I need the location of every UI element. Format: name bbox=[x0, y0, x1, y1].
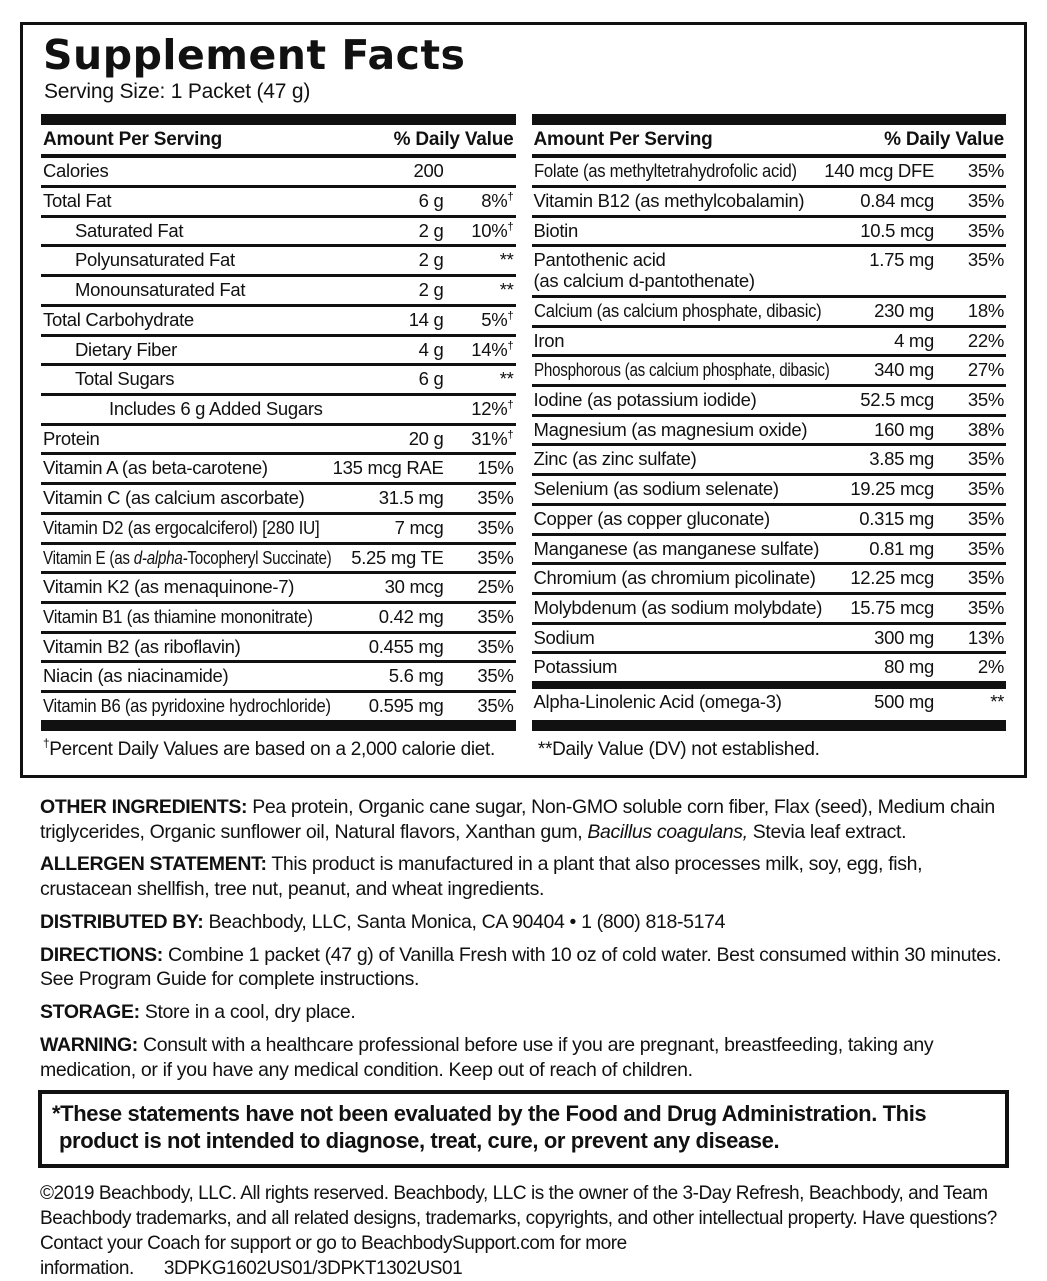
nutrient-name bbox=[534, 331, 889, 352]
nutrient-name-text: Manganese (as manganese sulfate) bbox=[533, 537, 820, 559]
nutrient-name-text: Niacin (as niacinamide) bbox=[43, 665, 229, 687]
nutrient-amount: 31.5 mg bbox=[378, 487, 444, 509]
nutrient-row bbox=[41, 363, 516, 393]
nutrient-row bbox=[532, 622, 1007, 652]
other-ingredients-italic: Bacillus coagulans, bbox=[587, 820, 748, 843]
nutrient-name-text: Iodine (as potassium iodide) bbox=[533, 389, 757, 411]
nutrient-row bbox=[41, 304, 516, 334]
nutrient-row bbox=[532, 158, 1007, 185]
allergen-label: ALLERGEN STATEMENT: bbox=[40, 853, 267, 876]
facts-column-right bbox=[532, 114, 1007, 731]
nutrient-row bbox=[532, 503, 1007, 533]
nutrient-name-text: Biotin bbox=[533, 219, 578, 241]
nutrient-daily-value: 13% bbox=[967, 626, 1004, 648]
nutrient-daily-value: 25% bbox=[477, 576, 514, 598]
nutrient-daily-value: 5%† bbox=[481, 308, 514, 330]
nutrient-name-text: Vitamin B6 (as pyridoxine hydrochloride) bbox=[43, 695, 331, 717]
nutrient-row bbox=[41, 631, 516, 661]
nutrient-name bbox=[43, 280, 413, 301]
nutrient-name-text: Sodium bbox=[533, 626, 595, 648]
nutrient-name bbox=[43, 340, 413, 361]
nutrient-daily-value: 10%† bbox=[471, 219, 514, 241]
nutrient-daily-value: 35% bbox=[967, 219, 1004, 241]
nutrient-amount: 0.595 mg bbox=[368, 695, 444, 717]
nutrient-name bbox=[43, 666, 383, 687]
nutrient-name-text: Potassium bbox=[533, 656, 618, 678]
nutrient-row bbox=[532, 651, 1007, 681]
copyright-body: ©2019 Beachbody, LLC. All rights reserved. Beachbody, LLC is the owner of the 3-Day Refresh, Beachbody, and Team Beachbody trademarks, and all related designs, trademarks, copyrights, and other intellectual property. Have questions? Contact your Coach for support or go to BeachbodySupport.com for more information. bbox=[40, 1183, 997, 1280]
nutrient-name bbox=[534, 479, 845, 500]
product-info-section bbox=[20, 778, 1027, 1083]
nutrient-amount: 140 mcg DFE bbox=[824, 160, 934, 182]
nutrient-amount: 0.455 mg bbox=[368, 635, 444, 657]
directions bbox=[40, 943, 1007, 993]
nutrient-amount: 80 mg bbox=[884, 656, 934, 678]
nutrient-name bbox=[43, 607, 373, 628]
nutrient-name-text: Total Sugars bbox=[75, 368, 175, 390]
nutrient-amount: 230 mg bbox=[874, 299, 934, 321]
fda-disclaimer-text: *These statements have not been evaluated by the Food and Drug Administration. This product is not intended to diagnose, treat, cure, or prevent any disease. bbox=[52, 1101, 927, 1154]
other-ingredients-text: Pea protein, Organic cane sugar, Non-GMO soluble corn fiber, Flax (seed), Medium chain triglycerides, Organic sunflower oil, Natural flavors, Xanthan gum, bbox=[40, 795, 995, 843]
nutrient-amount: 0.81 mg bbox=[869, 537, 934, 559]
divider-bar-bottom-left bbox=[41, 720, 516, 731]
nutrient-name-line2: (as calcium d-pantothenate) bbox=[533, 270, 755, 292]
column-header-right bbox=[532, 125, 1007, 158]
nutrient-amount: 0.84 mcg bbox=[860, 189, 934, 211]
nutrient-row bbox=[532, 384, 1007, 414]
nutrient-daily-value: 38% bbox=[967, 418, 1004, 440]
nutrient-rows-right bbox=[532, 158, 1007, 720]
footnote-daily-value-text: Percent Daily Values are based on a 2,000 calorie diet. bbox=[49, 738, 496, 760]
nutrient-amount: 14 g bbox=[408, 308, 444, 330]
nutrient-name bbox=[534, 568, 845, 589]
nutrient-name-text: Phosphorous (as calcium phosphate, dibasic) bbox=[533, 359, 830, 381]
nutrient-name bbox=[43, 191, 413, 212]
nutrient-row bbox=[41, 158, 516, 185]
nutrient-row bbox=[41, 571, 516, 601]
nutrient-amount: 19.25 mcg bbox=[850, 478, 934, 500]
nutrient-daily-value: 35% bbox=[967, 507, 1004, 529]
directions-text: Combine 1 packet (47 g) of Vanilla Fresh with 10 oz of cold water. Best consumed within 30 minutes. See Program Guide for complete instructions. bbox=[40, 943, 1002, 991]
nutrient-amount: 160 mg bbox=[874, 418, 934, 440]
nutrient-row bbox=[532, 681, 1007, 716]
nutrient-name bbox=[534, 628, 869, 649]
nutrient-daily-value: 2% bbox=[977, 656, 1004, 678]
other-ingredients bbox=[40, 795, 1007, 845]
warning-text: Consult with a healthcare professional before use if you are pregnant, breastfeeding, taking any medication, or if you have any medical condition. Keep out of reach of children. bbox=[40, 1033, 934, 1081]
nutrient-name-text: Iron bbox=[533, 329, 565, 351]
nutrient-name-text: Protein bbox=[43, 427, 100, 449]
nutrient-row bbox=[41, 334, 516, 364]
nutrient-name bbox=[43, 488, 373, 509]
nutrient-name-text: Polyunsaturated Fat bbox=[75, 249, 235, 271]
nutrient-name-text: Vitamin B12 (as methylcobalamin) bbox=[533, 189, 805, 211]
distributed-label: DISTRIBUTED BY: bbox=[40, 910, 204, 933]
nutrient-name bbox=[43, 518, 389, 539]
other-ingredients-text-end: Stevia leaf extract. bbox=[747, 820, 907, 843]
nutrient-row bbox=[532, 414, 1007, 444]
nutrient-row bbox=[41, 393, 516, 423]
divider-bar-top-right bbox=[532, 114, 1007, 125]
nutrient-name bbox=[43, 221, 413, 242]
nutrient-amount: 12.25 mcg bbox=[850, 567, 934, 589]
nutrient-amount: 0.315 mg bbox=[859, 507, 934, 529]
nutrient-daily-value: ** bbox=[990, 691, 1004, 713]
footnotes bbox=[41, 731, 1006, 765]
nutrient-amount: 6 g bbox=[418, 368, 444, 390]
nutrient-name-text: Molybdenum (as sodium molybdate) bbox=[533, 597, 823, 619]
fda-disclaimer-box bbox=[38, 1090, 1009, 1168]
nutrient-daily-value: 35% bbox=[967, 189, 1004, 211]
nutrient-daily-value: 35% bbox=[967, 389, 1004, 411]
nutrient-daily-value: 35% bbox=[967, 249, 1004, 271]
nutrient-rows-left bbox=[41, 158, 516, 720]
facts-column-left bbox=[41, 114, 516, 731]
nutrient-name-text: Total Fat bbox=[43, 189, 112, 211]
nutrient-daily-value: 22% bbox=[967, 329, 1004, 351]
nutrient-row bbox=[532, 592, 1007, 622]
warning bbox=[40, 1033, 1007, 1083]
nutrient-daily-value: 14%† bbox=[471, 338, 514, 360]
copyright-text bbox=[40, 1181, 1007, 1281]
nutrient-name-text: Magnesium (as magnesium oxide) bbox=[533, 418, 808, 440]
nutrient-daily-value: 35% bbox=[477, 546, 514, 568]
nutrient-row bbox=[532, 185, 1007, 215]
nutrient-daily-value: ** bbox=[499, 249, 514, 271]
sku-code: 3DPKG1602US01/3DPKT1302US01 bbox=[163, 1258, 463, 1280]
nutrient-daily-value: 8%† bbox=[481, 189, 514, 211]
other-ingredients-label: OTHER INGREDIENTS: bbox=[40, 795, 248, 818]
nutrient-row bbox=[41, 542, 516, 572]
nutrient-amount: 6 g bbox=[418, 189, 444, 211]
nutrient-daily-value: 35% bbox=[967, 567, 1004, 589]
nutrient-row bbox=[41, 244, 516, 274]
nutrient-amount: 7 mcg bbox=[394, 516, 444, 538]
nutrient-amount: 30 mcg bbox=[384, 576, 444, 598]
nutrient-name bbox=[534, 598, 845, 619]
warning-label: WARNING: bbox=[40, 1033, 138, 1056]
divider-bar-bottom-right bbox=[532, 720, 1007, 731]
nutrient-row bbox=[41, 215, 516, 245]
nutrient-name bbox=[43, 250, 413, 271]
nutrient-row bbox=[41, 512, 516, 542]
directions-label: DIRECTIONS: bbox=[40, 943, 163, 966]
nutrient-amount: 3.85 mg bbox=[869, 448, 934, 470]
dagger-symbol: † bbox=[43, 737, 50, 751]
nutrient-name-text: Calcium (as calcium phosphate, dibasic) bbox=[533, 299, 821, 321]
nutrient-name-text: Calories bbox=[43, 160, 109, 182]
nutrient-amount: 4 g bbox=[418, 338, 444, 360]
nutrient-row bbox=[532, 473, 1007, 503]
nutrient-row bbox=[532, 325, 1007, 355]
nutrient-name-text: Total Carbohydrate bbox=[43, 308, 194, 330]
nutrient-row bbox=[41, 601, 516, 631]
nutrient-name-text: Copper (as copper gluconate) bbox=[533, 507, 770, 529]
nutrient-name-text: Vitamin D2 (as ergocalciferol) [280 IU] bbox=[43, 516, 320, 538]
nutrient-daily-value: 31%† bbox=[471, 427, 514, 449]
nutrient-name bbox=[534, 161, 819, 182]
nutrient-amount: 15.75 mcg bbox=[850, 597, 934, 619]
nutrient-row bbox=[41, 660, 516, 690]
nutrient-row bbox=[41, 185, 516, 215]
nutrient-row bbox=[532, 533, 1007, 563]
nutrient-row bbox=[532, 244, 1007, 294]
nutrient-row bbox=[532, 443, 1007, 473]
nutrient-name-text: Includes 6 g Added Sugars bbox=[109, 398, 323, 420]
nutrient-name bbox=[43, 577, 379, 598]
column-header-left bbox=[41, 125, 516, 158]
nutrient-name bbox=[43, 369, 413, 390]
nutrient-daily-value: 35% bbox=[967, 160, 1004, 182]
nutrient-daily-value: 35% bbox=[967, 448, 1004, 470]
nutrient-name-text: Pantothenic acid bbox=[533, 249, 666, 271]
supplement-facts-panel bbox=[20, 22, 1027, 778]
nutrient-name bbox=[534, 657, 879, 678]
nutrient-name bbox=[534, 191, 855, 212]
nutrient-amount: 340 mg bbox=[874, 359, 934, 381]
nutrient-row bbox=[41, 482, 516, 512]
nutrient-amount: 1.75 mg bbox=[869, 249, 934, 271]
nutrient-amount: 20 g bbox=[408, 427, 444, 449]
nutrient-name bbox=[43, 548, 345, 569]
nutrient-name bbox=[534, 360, 869, 381]
nutrient-amount: 2 g bbox=[418, 219, 444, 241]
copyright-block bbox=[20, 1168, 1027, 1281]
serving-size: Serving Size: 1 Packet (47 g) bbox=[44, 80, 311, 104]
nutrient-daily-value: 35% bbox=[477, 695, 514, 717]
nutrient-name bbox=[43, 637, 363, 658]
nutrient-amount: 135 mcg RAE bbox=[332, 457, 444, 479]
nutrient-row bbox=[41, 690, 516, 720]
nutrient-daily-value: ** bbox=[499, 368, 514, 390]
nutrient-row bbox=[41, 423, 516, 453]
nutrient-name bbox=[43, 161, 408, 182]
nutrient-name-text: Vitamin E (as d-alpha-Tocopheryl Succinate) bbox=[43, 546, 332, 568]
nutrient-name-text: Vitamin A (as beta-carotene) bbox=[43, 457, 268, 479]
nutrient-daily-value: 35% bbox=[967, 478, 1004, 500]
nutrient-name bbox=[534, 221, 855, 242]
nutrient-amount: 2 g bbox=[418, 279, 444, 301]
allergen-statement bbox=[40, 852, 1007, 902]
nutrient-row bbox=[532, 215, 1007, 245]
storage bbox=[40, 1000, 1007, 1025]
nutrient-daily-value: 35% bbox=[967, 597, 1004, 619]
nutrient-name-text: Vitamin B1 (as thiamine mononitrate) bbox=[43, 606, 313, 628]
nutrient-name bbox=[43, 310, 403, 331]
distributed-by bbox=[40, 910, 1007, 935]
nutrient-name bbox=[534, 390, 855, 411]
nutrient-name bbox=[534, 692, 869, 713]
nutrient-row bbox=[532, 354, 1007, 384]
facts-columns bbox=[41, 114, 1006, 731]
nutrient-name-text: Vitamin B2 (as riboflavin) bbox=[43, 635, 241, 657]
distributed-text: Beachbody, LLC, Santa Monica, CA 90404 • 1 (800) 818-5174 bbox=[203, 910, 726, 933]
nutrient-daily-value: 27% bbox=[967, 359, 1004, 381]
nutrient-name bbox=[534, 301, 869, 322]
nutrient-daily-value: 35% bbox=[477, 487, 514, 509]
nutrient-amount: 5.25 mg TE bbox=[351, 546, 444, 568]
nutrient-name-text: Monounsaturated Fat bbox=[75, 279, 246, 301]
nutrient-name-text: Alpha-Linolenic Acid (omega-3) bbox=[533, 691, 782, 713]
nutrient-name bbox=[534, 420, 869, 441]
allergen-text: This product is manufactured in a plant that also processes milk, soy, egg, fish, crustacean shellfish, tree nut, peanut, and wheat ingredients. bbox=[40, 853, 923, 901]
nutrient-name bbox=[534, 250, 864, 291]
nutrient-amount: 10.5 mcg bbox=[860, 219, 934, 241]
nutrient-amount: 0.42 mg bbox=[378, 606, 444, 628]
nutrient-amount: 200 bbox=[413, 160, 444, 182]
nutrient-name-text: Selenium (as sodium selenate) bbox=[533, 478, 779, 500]
nutrient-amount: 500 mg bbox=[874, 691, 934, 713]
nutrient-amount: 5.6 mg bbox=[388, 665, 444, 687]
nutrient-daily-value: ** bbox=[499, 279, 514, 301]
nutrient-daily-value: 35% bbox=[477, 516, 514, 538]
nutrient-name-text: Folate (as methyltetrahydrofolic acid) bbox=[533, 160, 797, 182]
nutrient-daily-value: 35% bbox=[477, 665, 514, 687]
nutrient-row bbox=[41, 274, 516, 304]
nutrient-name-text: Chromium (as chromium picolinate) bbox=[533, 567, 816, 589]
amount-per-serving-header: Amount Per Serving bbox=[43, 129, 223, 151]
page-title: Supplement Facts bbox=[43, 31, 466, 79]
nutrient-daily-value: 35% bbox=[477, 606, 514, 628]
nutrient-row bbox=[532, 562, 1007, 592]
footnote-not-established: **Daily Value (DV) not established. bbox=[537, 738, 820, 760]
nutrient-amount: 2 g bbox=[418, 249, 444, 271]
nutrient-name bbox=[534, 539, 864, 560]
footnote-daily-value bbox=[43, 739, 538, 761]
storage-label: STORAGE: bbox=[40, 1001, 140, 1024]
nutrient-name-text: Zinc (as zinc sulfate) bbox=[533, 448, 697, 470]
nutrient-amount: 300 mg bbox=[874, 626, 934, 648]
nutrient-daily-value: 12%† bbox=[471, 398, 514, 420]
nutrient-row bbox=[532, 295, 1007, 325]
nutrient-row bbox=[41, 452, 516, 482]
nutrient-name-text: Vitamin K2 (as menaquinone-7) bbox=[43, 576, 295, 598]
nutrient-amount: 52.5 mcg bbox=[860, 389, 934, 411]
storage-text: Store in a cool, dry place. bbox=[139, 1001, 356, 1024]
nutrient-name-text: Vitamin C (as calcium ascorbate) bbox=[43, 487, 305, 509]
nutrient-name bbox=[534, 509, 854, 530]
divider-bar-top-left bbox=[41, 114, 516, 125]
nutrient-name-text: Dietary Fiber bbox=[75, 338, 177, 360]
nutrient-name bbox=[534, 449, 864, 470]
nutrient-name bbox=[43, 399, 438, 420]
nutrient-name bbox=[43, 696, 363, 717]
nutrient-amount: 4 mg bbox=[894, 329, 934, 351]
nutrient-name bbox=[43, 458, 327, 479]
nutrient-daily-value: 18% bbox=[967, 299, 1004, 321]
daily-value-header: % Daily Value bbox=[884, 129, 1004, 151]
nutrient-daily-value: 35% bbox=[477, 635, 514, 657]
nutrient-name bbox=[43, 429, 403, 450]
nutrient-daily-value: 35% bbox=[967, 537, 1004, 559]
daily-value-header: % Daily Value bbox=[393, 129, 514, 151]
nutrient-name-text: Saturated Fat bbox=[75, 219, 184, 241]
nutrient-daily-value: 15% bbox=[477, 457, 514, 479]
amount-per-serving-header: Amount Per Serving bbox=[533, 129, 713, 151]
